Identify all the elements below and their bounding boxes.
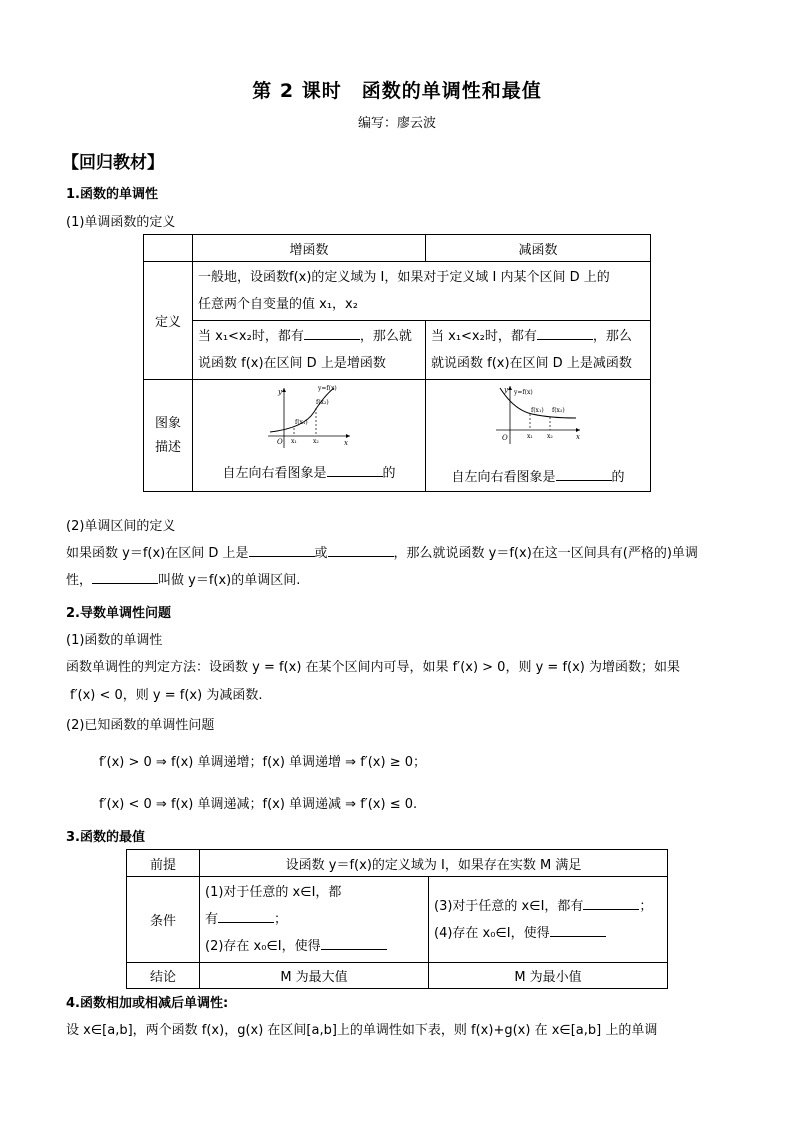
inc-caption-a: 自左向右看图象是 bbox=[222, 466, 327, 481]
cond-right-1b: ； bbox=[639, 898, 653, 914]
s2-formula-1: f′(x) > 0 ⇒ f(x) 单调递增；f(x) 单调递增 ⇒ f′(x) ≥ 0； bbox=[99, 755, 426, 770]
dec-caption-a: 自左向右看图象是 bbox=[451, 470, 556, 485]
inc-line1b: ，那么就 bbox=[359, 329, 412, 344]
r1c2: 设函数 y＝f(x)的定义域为 I，如果存在实数 M 满足 bbox=[200, 850, 668, 877]
inc-blank[interactable] bbox=[304, 327, 360, 340]
s2-sub1: (1)函数的单调性 bbox=[66, 633, 163, 648]
inc-origin-label: O bbox=[277, 438, 283, 446]
dec-line1a: 当 x₁<x₂时，都有 bbox=[431, 329, 537, 344]
inc-line1a: 当 x₁<x₂时，都有 bbox=[198, 329, 304, 344]
p2-b: 或 bbox=[314, 546, 328, 561]
dec-y-label: y bbox=[504, 386, 508, 394]
dec-caption-blank[interactable] bbox=[556, 468, 612, 481]
p2-blank-2[interactable] bbox=[328, 544, 394, 557]
inc-fx-label: y=f(x) bbox=[318, 385, 337, 392]
extreme-value-table bbox=[126, 849, 668, 989]
cond-left-1: (1)对于任意的 x∈I，都 bbox=[205, 885, 342, 900]
p2-blank-3[interactable] bbox=[92, 571, 158, 584]
dec-x1-label: x₁ bbox=[527, 433, 533, 440]
cond-left-blank-1[interactable] bbox=[218, 910, 274, 923]
cond-right-blank-1[interactable] bbox=[583, 897, 639, 910]
row-graph-1: 图象 bbox=[154, 415, 181, 431]
row-graph-2: 描述 bbox=[154, 439, 181, 455]
cond-right-1: (3)对于任意的 x∈I，都有 bbox=[434, 898, 584, 914]
s1-sub2: (2)单调区间的定义 bbox=[66, 519, 176, 534]
inc-f1-label: f(x₁) bbox=[295, 419, 308, 426]
inc-x2-label: x₂ bbox=[313, 438, 319, 445]
dec-caption-b: 的 bbox=[611, 470, 625, 485]
col-inc: 增函数 bbox=[193, 235, 426, 262]
cond-right-blank-2[interactable] bbox=[550, 924, 606, 937]
cond-left-2: 有 bbox=[205, 912, 219, 927]
s2-heading: 2.导数单调性问题 bbox=[66, 606, 171, 621]
inc-x-label: x bbox=[344, 439, 348, 447]
r3c3: M 为最小值 bbox=[429, 963, 668, 989]
dec-line2: 就说函数 f(x)在区间 D 上是减函数 bbox=[431, 356, 632, 371]
s4-heading: 4.函数相加或相减后单调性: bbox=[66, 996, 229, 1011]
p2-c: ，那么就说函数 y＝f(x)在这一区间具有(严格的)单调 bbox=[393, 546, 698, 561]
p2-blank-1[interactable] bbox=[249, 544, 315, 557]
dec-f2-label: f(x₂) bbox=[552, 407, 565, 414]
increasing-graph bbox=[264, 382, 354, 450]
cond-right-2: (4)存在 x₀∈I，使得 bbox=[434, 925, 550, 941]
p2-e: 叫做 y＝f(x)的单调区间. bbox=[158, 573, 301, 588]
r3c1: 结论 bbox=[127, 963, 200, 989]
p2-d: 性， bbox=[66, 573, 93, 588]
def-line1: 一般地，设函数f(x)的定义域为 I，如果对于定义域 I 内某个区间 D 上的 bbox=[198, 270, 610, 285]
s2-formula-2: f′(x) < 0 ⇒ f(x) 单调递减；f(x) 单调递减 ⇒ f′(x) ≤ 0. bbox=[99, 797, 418, 812]
p2-a: 如果函数 y＝f(x)在区间 D 上是 bbox=[66, 546, 249, 561]
dec-origin-label: O bbox=[502, 434, 508, 442]
cond-left-2b: ； bbox=[274, 912, 288, 927]
def-line2: 任意两个自变量的值 x₁，x₂ bbox=[198, 297, 358, 312]
r2c1: 条件 bbox=[127, 877, 200, 963]
s2-sub2: (2)已知函数的单调性问题 bbox=[66, 718, 215, 733]
inc-caption-b: 的 bbox=[382, 466, 396, 481]
inc-caption-blank[interactable] bbox=[327, 464, 383, 477]
r3c2: M 为最大值 bbox=[200, 963, 429, 989]
cond-left-blank-2[interactable] bbox=[321, 937, 387, 950]
inc-line2: 说函数 f(x)在区间 D 上是增函数 bbox=[198, 356, 386, 371]
s2-p1a: 函数单调性的判定方法：设函数 y = f(x) 在某个区间内可导，如果 f′(x) > 0，则 y = f(x) 为增函数；如果 bbox=[66, 660, 680, 675]
cond-left-3: (2)存在 x₀∈I，使得 bbox=[205, 939, 321, 954]
s4-paragraph: 设 x∈[a,b]，两个函数 f(x)，g(x) 在区间[a,b]上的单调性如下表，则 f(x)+g(x) 在 x∈[a,b] 上的单调 bbox=[66, 1023, 658, 1038]
dec-x-label: x bbox=[576, 433, 580, 441]
col-dec: 减函数 bbox=[426, 235, 651, 262]
s1-sub1: (1)单调函数的定义 bbox=[66, 215, 176, 230]
s1-heading: 1.函数的单调性 bbox=[66, 187, 158, 202]
dec-blank[interactable] bbox=[537, 327, 593, 340]
inc-f2-label: f(x₂) bbox=[316, 399, 329, 406]
s2-p1b: f′(x) < 0，则 y = f(x) 为减函数. bbox=[70, 688, 263, 703]
dec-fx-label: y=f(x) bbox=[514, 389, 533, 396]
dec-f1-label: f(x₁) bbox=[531, 407, 544, 414]
decreasing-graph bbox=[492, 382, 584, 450]
inc-y-label: y bbox=[278, 388, 282, 396]
author-line: 编写：廖云波 bbox=[357, 116, 436, 131]
inc-x1-label: x₁ bbox=[291, 438, 297, 445]
s3-heading: 3.函数的最值 bbox=[66, 830, 145, 845]
dec-line1b: ，那么 bbox=[592, 329, 632, 344]
row-def: 定义 bbox=[144, 262, 193, 380]
monotonic-table bbox=[143, 234, 651, 492]
r1c1: 前提 bbox=[127, 850, 200, 877]
section-heading: 【回归教材】 bbox=[62, 153, 164, 173]
page-title: 第 2 课时 函数的单调性和最值 bbox=[252, 80, 542, 102]
dec-x2-label: x₂ bbox=[547, 433, 553, 440]
